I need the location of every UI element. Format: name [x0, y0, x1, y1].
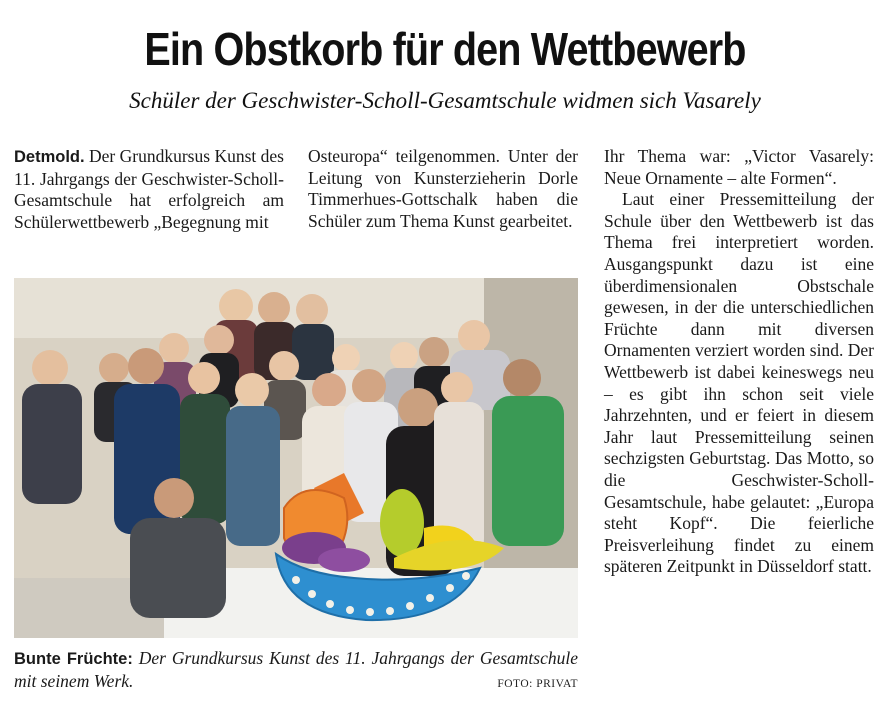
body-text: Der Grundkursus Kunst des 11. Jahrgangs der Geschwister-Scholl-Gesamtschule hat erfolgreich am Schülerwettbewerb „Begegnung mit: [14, 146, 284, 232]
caption-text: Der Grundkursus Kunst des 11. Jahrgangs der Gesamtschule mit seinem Werk.: [14, 648, 578, 691]
photo-illustration: [14, 278, 578, 638]
headline: Ein Obstkorb für den Wettbewerb: [144, 23, 746, 75]
subheadline: Schüler der Geschwister-Scholl-Gesamtschule widmen sich Vasarely: [129, 88, 761, 113]
photo-credit: FOTO: PRIVAT: [497, 678, 578, 690]
paragraph: [14, 146, 284, 233]
article-column-3: [604, 146, 874, 578]
group-photo: [14, 278, 578, 638]
body-text: Ihr Thema war: „Victor Vasarely: Neue Ornamente – alte Formen“.: [604, 146, 874, 188]
body-text: Osteuropa“ teilgenommen. Unter der Leitung von Kunsterzieherin Dorle Timmerhues-Gottschalk haben die Schüler zum Thema Kunst gearbeitet.: [308, 146, 578, 231]
photo-caption: [14, 648, 578, 692]
body-text: Laut einer Pressemitteilung der Schule über den Wettbewerb ist das Thema frei interpretiert worden. Ausgangspunkt dazu ist eine überdimensionalen Obstschale gewesen, in der die unterschiedlichen Früchte dann mit diversen Ornamenten verziert worden sind. Der Wettbewerb ist dabei keineswegs neu – es gibt ihn schon seit viele Jahrzehnten, und er feiert in diesem Jahr laut Pressemitteilung seinen sechzigsten Geburtstag. Das Motto, so die Geschwister-Scholl-Gesamtschule, habe gelautet: „Europa steht Kopf“. Die feierliche Preisverleihung findet zu einem späteren Zeitpunkt in Düsseldorf statt.: [604, 189, 874, 577]
dateline: Detmold.: [14, 148, 85, 166]
caption-lead: Bunte Früchte:: [14, 650, 133, 668]
article-column-1: [14, 146, 284, 233]
article-column-2: [308, 146, 578, 232]
